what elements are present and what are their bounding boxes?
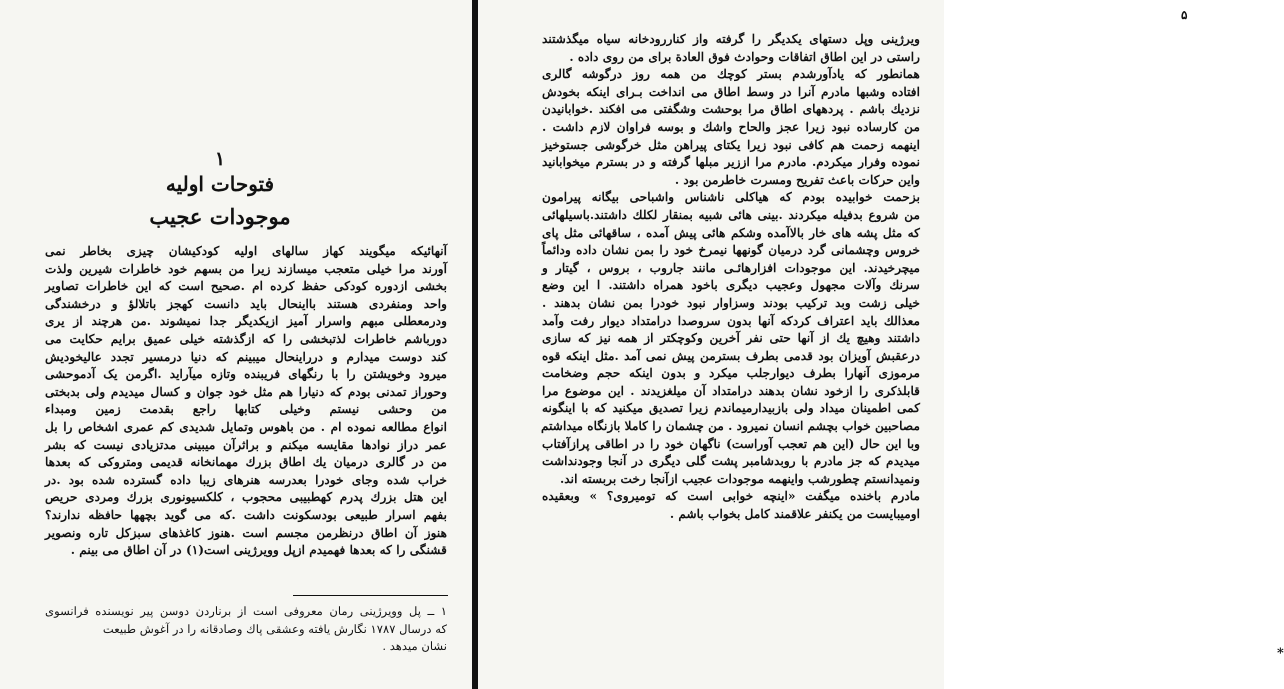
text-line: میرود وخویشتن را با رنگهای فریبنده وتازه میآراید .اگرمن یک آدموحشی xyxy=(45,367,447,382)
text-line: راستی در این اطاق اتفاقات وحوادث فوق العادة برای من روی داده . xyxy=(569,49,920,64)
text-line: من در گالری درمیان یك اطاق بزرك مهمانخانه قدیمی ومتروکی که بعدها xyxy=(45,455,447,470)
text-line: ونمیدانستم چطورشب واینهمه موجودات عجیب ازآنجا رخت بربسته اند. xyxy=(560,471,920,486)
text-line: سرنك وآلات مجهول وعجیب دیگری باخود همراه داشتند. ا اين وضع xyxy=(542,278,920,293)
text-line: وبا این حال (این هم تعجب آوراست) ناگهان خود را در اطاقی پرازآفتاب xyxy=(542,436,920,451)
text-line: ویرژینی وپل دستهای یکدیگر را گرفته واز کناررودخانه سیاه میگذشتند xyxy=(542,32,920,46)
text-line: ۱ ــ پل وویرژینی رمان معروفی است از برناردن دوسن پیر نویسنده فرانسوی xyxy=(45,604,447,618)
end-mark: * xyxy=(1277,646,1284,661)
right-body-text xyxy=(542,31,920,524)
text-line: نموده وفرار میکردم. مادرم مرا اززیر مبلها گرفته و در بسترم میخوابانید xyxy=(542,155,920,170)
chapter-number: ۱ xyxy=(214,148,226,170)
text-line: خیلی زشت وبد ترکیب بودند وسزاوار نبود خودرا بمن نشان بدهند . xyxy=(542,295,920,310)
text-line: نزدیك باشم . پردههای اطاق مرا بوحشت وشگفتی می افکند .خوابانیدن xyxy=(542,102,920,117)
text-line: هنوز آن اطاق درنظرمن مجسم است .هنوز کاغذهای سبزکل تاره ونصویر xyxy=(45,525,447,540)
text-line: معذالك باید اعتراف کردکه آنها بدون سروصدا درامتداد دیوار رفت وآمد xyxy=(542,313,920,328)
footnote xyxy=(45,603,447,656)
text-line: کند دوست میدارم و درراینحال میبینم که دنیا درمسیر تجدد عالیخودیش xyxy=(45,349,447,364)
text-line: بخشی ازدوره کودکی حفظ کرده ام .صحیح است که این خاطرات تصاویر xyxy=(45,279,447,294)
text-line: مصاحبین خواب بچشم انسان نمیرود . من چشمان را کاملا بازنگاه میداشتم xyxy=(540,419,920,434)
footnote-divider xyxy=(293,595,448,596)
text-line: افتاده وشبها مادرم آنرا در وسط اطاق می انداخت بـرای اینکه بخودش xyxy=(542,84,920,99)
text-line: واین حرکات باعث تفریح ومسرت خاطرمن بود . xyxy=(674,172,920,187)
text-line: آنهائیکه میگویند کهاز سالهای اولیه کودکیشان چیزی بخاطر نمی xyxy=(45,244,447,258)
page-number: ۵ xyxy=(1181,8,1188,22)
left-body-text xyxy=(45,243,447,560)
text-line: انواع مطالعه نموده ام . من باهوس وتمایل شدیدی کم عمری اشخاص را بل xyxy=(45,419,447,434)
text-line: میدیدم که جز مادرم با روبدشامبر پشت گلی دیگری در آنجا وجودنداشت xyxy=(542,454,920,469)
text-line: آورند مرا خیلی متعجب میسازند زیرا من بسهم خود خاطرات شیرین ولذت xyxy=(45,261,447,276)
text-line: خراب شده وجای خودرا بعدرسه هنرهای زیبا داده گسترده شده بود .در xyxy=(45,472,447,487)
text-line: داشتند وهیچ یك از آنها حتی نفر آخرین وکوچکتر از همه نیز که سازی xyxy=(542,331,920,346)
text-line: بفهم اسرار طبیعی بودسکونت داشت .که می گوید بچهها حافظه ندارند؟ xyxy=(45,507,447,522)
text-line: نشان میدهد . xyxy=(382,639,447,653)
text-line: واحد ومنفردی هستند بااینحال باید دانست کهجز باتلالؤ و درخشندگی xyxy=(45,296,447,311)
text-line: من کارساده نبود زیرا عجز والحاح واشك و بوسه فراوان لازم داشت . xyxy=(542,119,920,134)
text-line: من وحشی نیستم وخیلی کتابها راجع بقدمت زمین ومبداء xyxy=(45,402,447,417)
text-line: مادرم باخنده میگفت «اینچه خوابی است که تومیروی؟ » وبعقیده xyxy=(542,489,920,504)
text-line: که مثل پشه های خار بالاآمده وشکم هائی پیش آمده ، ساقهائی مثل پای xyxy=(542,225,920,240)
text-line: قابلذکری را ازخود نشان بدهند درامتداد آن میلغزیدند . این موضوع مرا xyxy=(542,383,920,398)
text-line: کمی اطمینان میداد ولی بازبیدارمیماندم زیرا تصدیق میکنید که با اینگونه xyxy=(542,401,920,416)
text-line: این هتل بزرك پدرم کهطبیبی محجوب ، کلکسیونوری بزرك ومردی حریص xyxy=(45,490,447,505)
text-line: بزحمت خوابیده بودم که هیاکلی ناشناس واشباحی بیگانه پیرامون xyxy=(542,190,920,205)
text-line: خروس وچشمانی گرد درمیان گونهها نیمرخ خود را بمن نشان داده ودائماً xyxy=(542,243,920,258)
text-line: اینهمه زحمت هم کافی نبود زیرا یکتای پیراهن مثل خرگوشی جستوخیز xyxy=(542,137,920,152)
text-line: درعقبش آویزان بود قدمی بطرف بسترمن پیش نمی آمد .مثل اینکه قوه xyxy=(542,348,920,363)
text-line: ودرمعطلی مبهم واسرار آمیز ازیکدیگر جدا نمیشوند .من هرچند از یری xyxy=(45,314,447,329)
text-line: میچرخیدند. این موجودات افزارهائـی مانند جاروب ، بروس ، گیتار و xyxy=(542,260,920,275)
chapter-title: فتوحات اولیه xyxy=(165,172,275,196)
text-line: مرموزی آنهارا بطرف دیوارجلب میکرد و بدون اینکه حجم وضخامت xyxy=(542,366,920,381)
text-line: اومیبایست من یکنفر علاقمند کامل بخواب باشم . xyxy=(669,507,920,522)
text-line: عمر دراز نوادها مقایسه میکنم و براثرآن میبینی مدتزیادی نیست که بشر xyxy=(45,437,447,452)
text-line: که درسال ۱۷۸۷ نگارش یافته وعشقی پاك وصادقانه را در آغوش طبیعت xyxy=(102,621,447,636)
text-line: دورباشم خاطرات لذتبخشی را که ازگذشته خیلی عمیق برایم حکایت می xyxy=(45,331,447,346)
text-line: قشنگی را که بعدها فهمیدم ازپل وویرژینی است(۱) در آن اطاق می بینم . xyxy=(70,543,447,558)
left-page xyxy=(0,0,472,689)
text-line: من شروع بدفیله میکردند .بینی هائی شبیه بمنقار لکلك داشتند.باسیلهائی xyxy=(542,207,920,222)
text-line: همانطور که یادآورشدم بستر کوچك من همه روز درگوشه گالری xyxy=(542,67,920,82)
text-line: وحوراز تمدنی بودم که دنیارا هم مثل خود جوان و کسال میدیدم ولی بدبختی xyxy=(45,384,447,399)
chapter-subtitle: موجودات عجیب xyxy=(149,204,291,229)
